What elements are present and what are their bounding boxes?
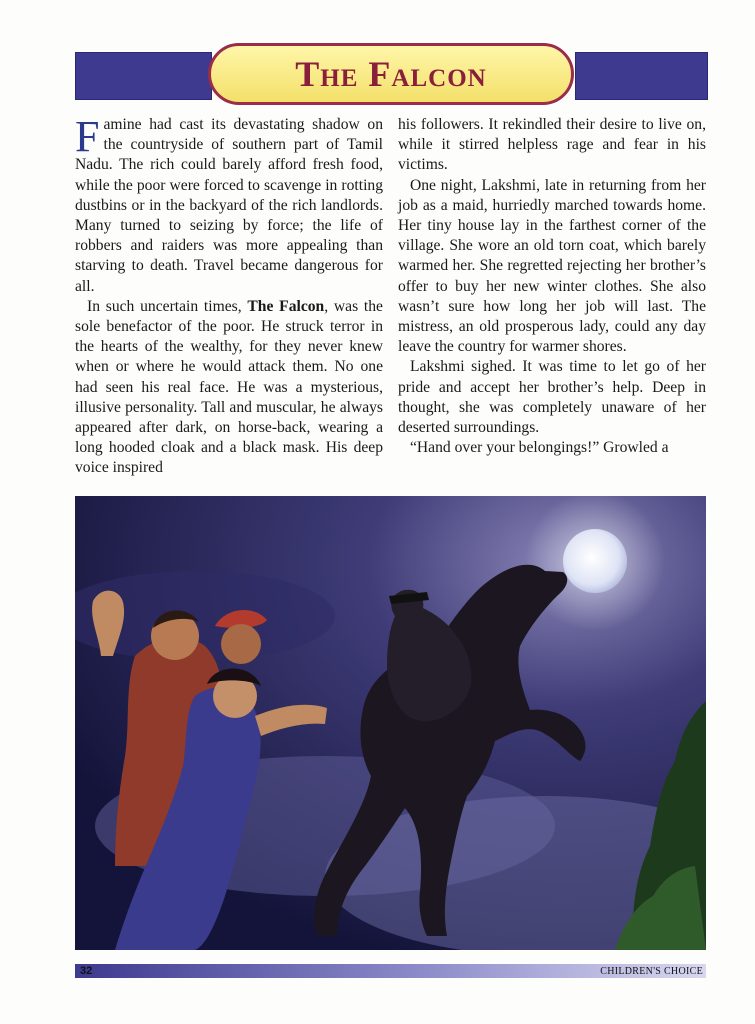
title-bar-right bbox=[575, 52, 708, 100]
paragraph-6: “Hand over your belongings!” Growled a bbox=[410, 439, 669, 457]
title-bar-left bbox=[75, 52, 212, 100]
paragraph-1 bbox=[75, 112, 383, 297]
left-column bbox=[75, 112, 383, 479]
paragraph-3: his followers. It rekindled their desire to live on, while it stirred helpless rage and fear in his victims. bbox=[398, 116, 706, 174]
page-title: The Falcon bbox=[295, 54, 487, 94]
paragraph-4: One night, Lakshmi, late in returning from her job as a maid, hurriedly marched towards home. Her tiny house lay in the farthest corner of the village. She wore an old torn coat, which barely warmed her. She regretted rejecting her brother’s offer to buy her new winter clothes. She also wasn’t sure how long her job will last. The mistress, an old prosperous lady, could any day leave the country for warmer shores. bbox=[398, 176, 706, 356]
page-number: 32 bbox=[80, 965, 93, 977]
moon bbox=[563, 529, 627, 593]
paragraph-2 bbox=[75, 297, 383, 479]
paragraph-2-start: In such uncertain times, bbox=[87, 297, 248, 315]
story-illustration bbox=[75, 496, 706, 950]
falcon-name: The Falcon bbox=[247, 297, 325, 315]
right-column bbox=[398, 115, 706, 458]
paragraph-1-text: amine had cast its devastating shadow on the countryside of southern part of Tamil Nadu. The rich could barely afford fresh food, while the poor were forced to scavenge in rotting dustbins or in the backyard of the rich landlords. Many turned to seizing by force; the life of robbers and raiders was more appealing than starving to death. Travel became dangerous for all. bbox=[75, 116, 383, 295]
paragraph-5: Lakshmi sighed. It was time to let go of her pride and accept her brother’s help. Deep in thought, she was completely unaware of her deserted surroundings. bbox=[398, 358, 706, 437]
magazine-name: CHILDREN'S CHOICE bbox=[600, 966, 703, 977]
drop-cap: F bbox=[75, 112, 100, 161]
title-banner bbox=[208, 43, 574, 105]
paragraph-2-end: , was the sole benefactor of the poor. He struck terror in the hearts of the wealthy, for they never knew when or where he would attack them. No one had seen his real face. He was a mysterious, illusive personality. Tall and muscular, he always appeared after dark, on horse-back, wearing a long hooded cloak and a black mask. His deep voice inspired bbox=[75, 297, 383, 477]
